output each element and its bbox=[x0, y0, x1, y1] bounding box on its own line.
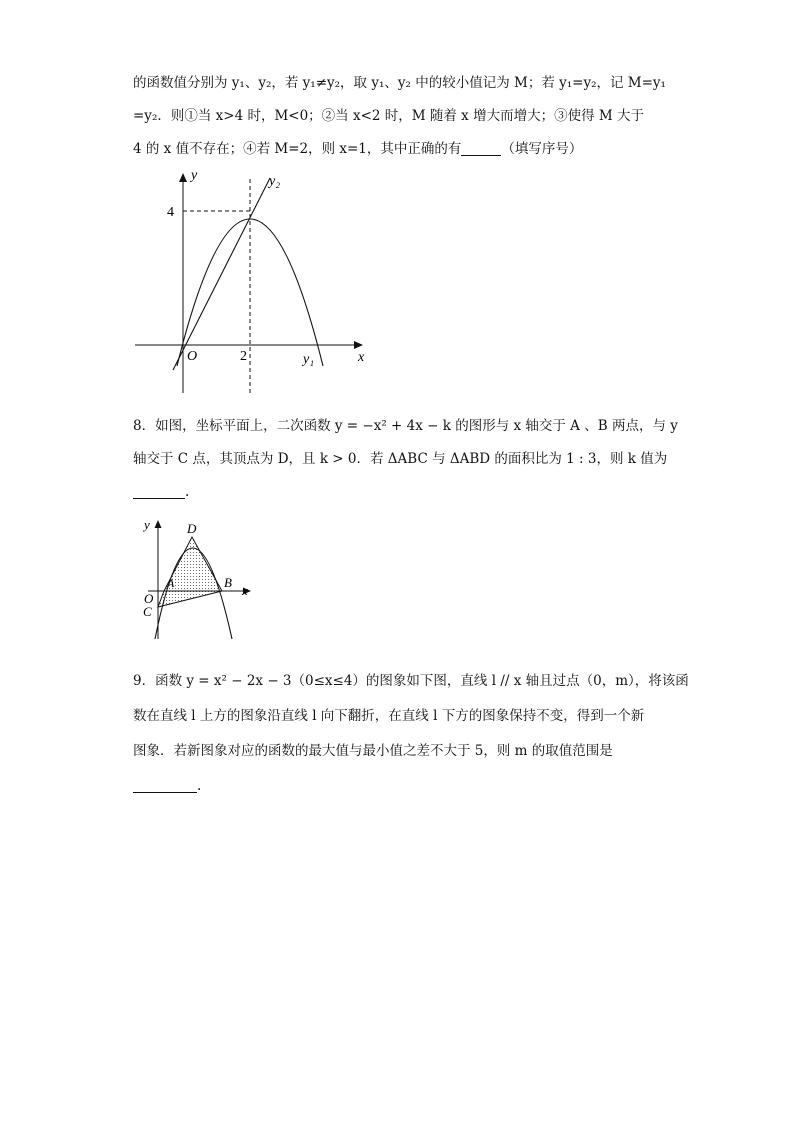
q7-x-arrow bbox=[354, 341, 363, 349]
q7-line-1: 的函数值分别为 y₁、y₂，若 y₁≠y₂，取 y₁、y₂ 中的较小值记为 M；若 y₁=y₂，记 M=y₁ bbox=[133, 75, 666, 91]
q8-label-x: x bbox=[242, 583, 248, 598]
q9-line-3: 图象．若新图象对应的函数的最大值与最小值之差不大于 5，则 m 的取值范围是 bbox=[133, 743, 613, 759]
q8-label-o: O bbox=[144, 591, 154, 606]
q7-graph bbox=[125, 165, 380, 400]
q9-line-1: 9．函数 y = x² − 2x − 3（0≤x≤4）的图象如下图，直线 l // x 轴且过点（0，m），将该函 bbox=[133, 673, 689, 689]
q8-line-3 bbox=[133, 476, 673, 509]
q7-line-3 bbox=[133, 133, 673, 166]
q8-line-2: 轴交于 C 点，其顶点为 D，且 k > 0．若 ΔABC 与 ΔABD 的面积比为 1 : 3，则 k 值为 bbox=[133, 451, 668, 467]
q9-line-2: 数在直线 l 上方的图象沿直线 l 向下翻折，在直线 l 下方的图象保持不变，得到一个新 bbox=[133, 708, 645, 724]
question-9-text bbox=[133, 664, 689, 804]
q8-line-3-end: . bbox=[185, 484, 190, 500]
q7-line-3-text: 4 的 x 值不存在；④若 M=2，则 x=1，其中正确的有 bbox=[133, 141, 462, 157]
q7-label-y2-text: y₂ bbox=[269, 174, 281, 189]
q9-answer-blank[interactable] bbox=[133, 778, 197, 793]
q7-answer-blank[interactable] bbox=[461, 141, 501, 156]
q8-line-1: 8．如图，坐标平面上，二次函数 y = −x² + 4x − k 的图形与 x 轴交于 A 、B 两点，与 y bbox=[133, 418, 678, 434]
q7-line-3-end: （填写序号） bbox=[501, 141, 583, 157]
q7-label-origin: O bbox=[187, 349, 198, 364]
q8-y-arrow bbox=[155, 520, 162, 528]
q9-line-4-end: . bbox=[197, 778, 202, 794]
question-8-text bbox=[133, 410, 678, 509]
q7-label-y2 bbox=[267, 174, 280, 189]
q8-label-d: D bbox=[187, 521, 197, 536]
q8-label-y: y bbox=[144, 517, 150, 532]
q7-label-y: y bbox=[191, 168, 198, 183]
q7-label-y1: y₁ bbox=[303, 352, 315, 367]
q7-tick-4: 4 bbox=[167, 205, 174, 220]
q7-line-y2 bbox=[173, 178, 270, 370]
q9-line-4 bbox=[133, 769, 673, 804]
q8-label-b: B bbox=[224, 575, 232, 590]
q8-triangle-abc bbox=[158, 591, 222, 607]
q8-label-a: A bbox=[167, 576, 175, 590]
q7-label-x: x bbox=[358, 350, 365, 365]
q7-y-arrow bbox=[179, 173, 187, 182]
question-7-text bbox=[133, 67, 673, 166]
q7-line-2: =y₂．则①当 x>4 时，M<0；②当 x<2 时，M 随着 x 增大而增大；③使得 M 大于 bbox=[133, 108, 644, 124]
q8-label-c: C bbox=[143, 604, 152, 619]
q8-graph bbox=[138, 515, 263, 645]
q8-answer-blank[interactable] bbox=[133, 484, 185, 499]
q7-tick-2: 2 bbox=[240, 349, 247, 364]
